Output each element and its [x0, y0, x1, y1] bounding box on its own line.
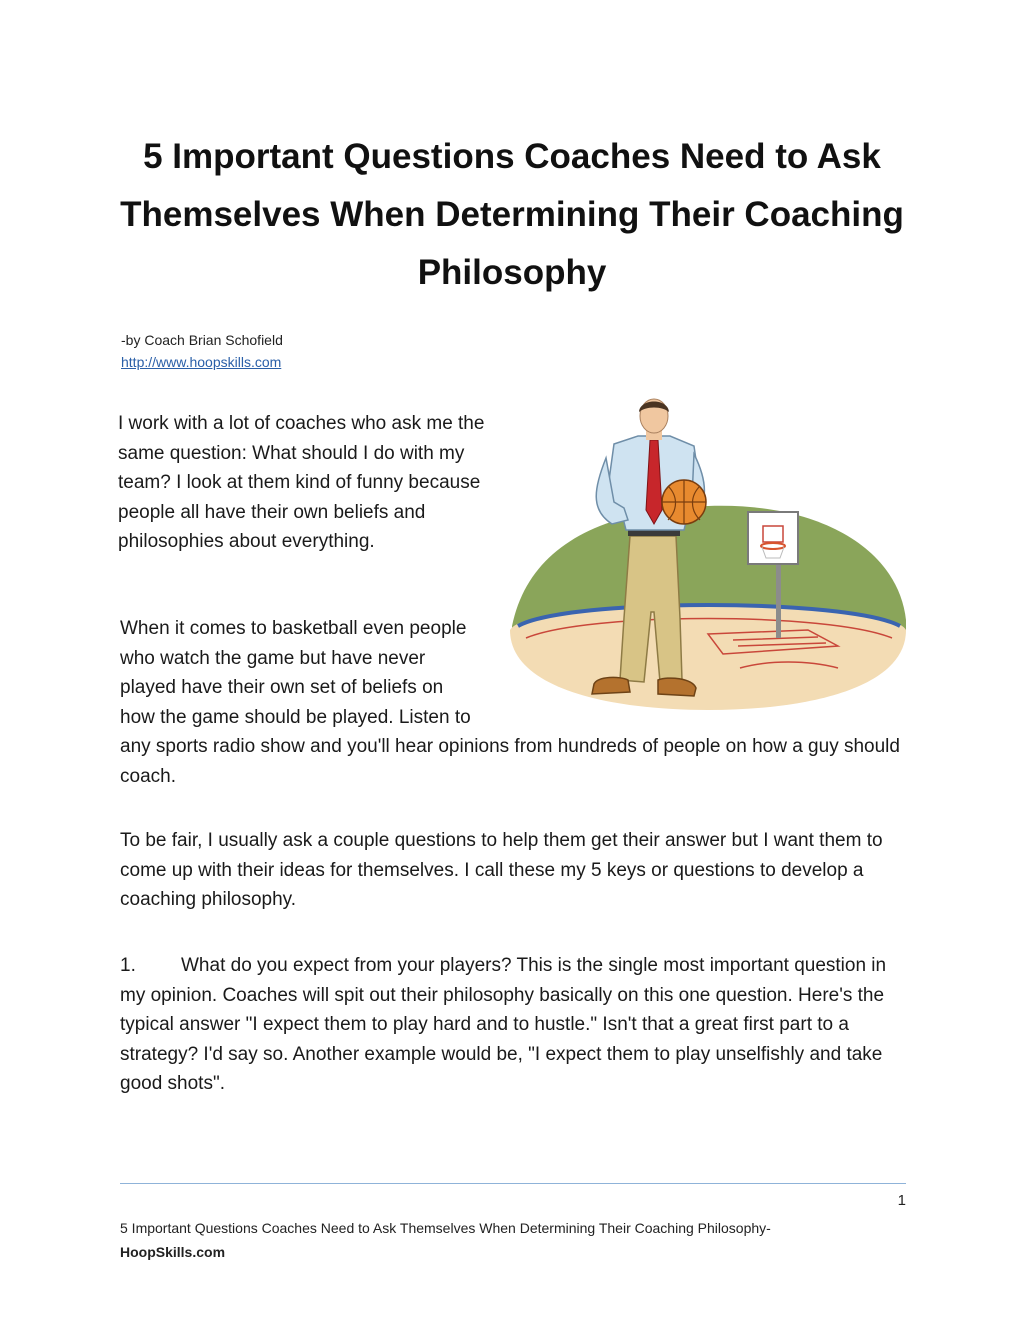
page-number: 1 [897, 1192, 906, 1209]
illustration-wrap-space [478, 614, 910, 732]
list-item-1-number: 1. [120, 955, 136, 976]
footer-title-text: 5 Important Questions Coaches Need to Ask Themselves When Determining Their Coaching Philosophy- [120, 1220, 771, 1236]
paragraph-five-keys: To be fair, I usually ask a couple questions to help them get their answer but I want them to come up with their ideas for themselves. I call these my 5 keys or questions to develop a coaching philosophy. [120, 830, 883, 910]
paragraph-intro: I work with a lot of coaches who ask me the same question: What should I do with my team? I look at them kind of funny because people all have their own beliefs and philosophies about everything. [118, 413, 485, 552]
footer-site-name: HoopSkills.com [120, 1244, 226, 1260]
list-item-1-text: What do you expect from your players? This is the single most important question in my opinion. Coaches will spit out their philosophy basically on this one question. Here's the typical answer "I expect them to play hard and to hustle." Isn't that a great first part to a strategy? I'd say so. Another example would be, "I expect them to play unselfishly and take good shots". [120, 955, 887, 1094]
hoop-backboard [748, 512, 798, 564]
paragraph-basketball-opinions [120, 614, 910, 791]
page-title: 5 Important Questions Coaches Need to Ask Themselves When Determining Their Coaching Philosophy [120, 137, 904, 292]
byline-block [121, 329, 283, 373]
footer-divider [120, 1183, 906, 1184]
author-byline: -by Coach Brian Schofield [121, 332, 283, 348]
hoopskills-link[interactable]: http://www.hoopskills.com [121, 354, 282, 370]
paragraph-basketball-opinions-text: When it comes to basketball even people who watch the game but have never played have their own set of beliefs on how the game should be played. Listen to any sports radio show and you'll hear opinions from hundreds of people on how a guy should coach. [120, 618, 900, 787]
list-item-1 [120, 951, 910, 1099]
footer-running-title [120, 1216, 920, 1264]
